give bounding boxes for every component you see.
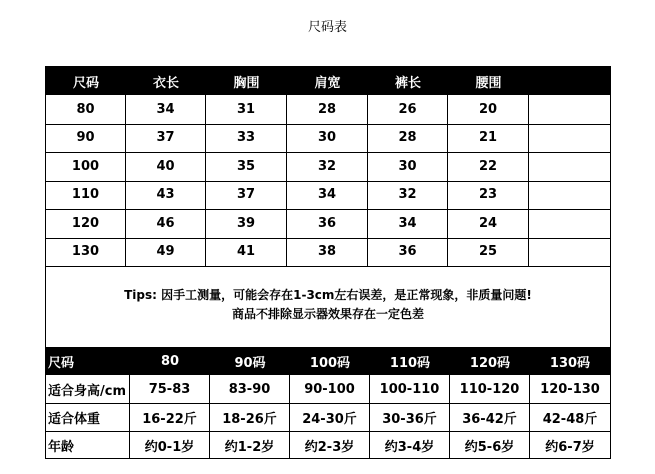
measurement-table-header xyxy=(46,67,610,95)
measurement-table-cell xyxy=(529,95,610,124)
fit-table-row xyxy=(46,375,610,404)
measurement-table-cell xyxy=(529,181,610,210)
fit-table-cell: 年龄 xyxy=(46,431,130,459)
measurement-table-cell: 28 xyxy=(287,95,368,124)
fit-table-header xyxy=(46,347,610,375)
measurement-table-cell: 32 xyxy=(287,152,368,181)
fit-table-cell: 约3-4岁 xyxy=(370,431,450,459)
fit-header-cell: 110码 xyxy=(389,355,431,371)
size-chart-sheet xyxy=(45,66,611,459)
fit-table-cell: 约2-3岁 xyxy=(290,431,370,459)
measurement-table-cell: 90 xyxy=(46,124,126,153)
measurement-table-cell: 43 xyxy=(126,181,206,210)
fit-table-cell: 约5-6岁 xyxy=(450,431,530,459)
measurement-table-cell xyxy=(529,152,610,181)
measurement-table-cell: 38 xyxy=(287,238,368,267)
fit-table-cell: 90-100 xyxy=(290,375,370,403)
fit-table-cell: 30-36斤 xyxy=(370,403,450,431)
measurement-table-row xyxy=(46,124,610,154)
measurement-table-cell: 33 xyxy=(206,124,287,153)
fit-table-cell: 约1-2岁 xyxy=(210,431,290,459)
measurement-table-cell: 26 xyxy=(368,95,448,124)
measurement-table-cell: 23 xyxy=(448,181,529,210)
fit-table-cell: 约6-7岁 xyxy=(545,439,595,455)
measurement-table-cell: 49 xyxy=(126,238,206,267)
tips-line-1: Tips: 因手工测量，可能会存在1-3cm左右误差，是正常现象，非质量问题! xyxy=(124,287,532,302)
measurement-table-cell: 41 xyxy=(206,238,287,267)
measurement-table-cell: 34 xyxy=(287,181,368,210)
fit-table-cell: 83-90 xyxy=(210,375,290,403)
measurement-table-cell: 24 xyxy=(448,209,529,238)
fit-table-cell: 24-30斤 xyxy=(290,403,370,431)
measurement-table-cell: 80 xyxy=(46,95,126,124)
fit-table-cell: 适合身高/cm xyxy=(46,375,130,403)
fit-header-cell: 100码 xyxy=(309,355,351,371)
tips-line-2: 商品不排除显示器效果存在一定色差 xyxy=(231,306,424,321)
measurement-header-cell: 尺码 xyxy=(72,75,99,91)
measurement-table-cell: 32 xyxy=(368,181,448,210)
measurement-table-row xyxy=(46,152,610,182)
measurement-table-cell: 40 xyxy=(126,152,206,181)
measurement-table-cell: 21 xyxy=(448,124,529,153)
measurement-table-cell: 46 xyxy=(126,209,206,238)
fit-header-cell: 90码 xyxy=(234,355,266,371)
fit-header-cell: 130码 xyxy=(549,355,591,371)
fit-table-row xyxy=(46,403,610,432)
measurement-table-cell xyxy=(529,124,610,153)
measurement-table-cell xyxy=(529,209,610,238)
measurement-table-cell: 36 xyxy=(287,209,368,238)
fit-header-cell: 120码 xyxy=(469,355,511,371)
measurement-table-cell: 120 xyxy=(46,209,126,238)
measurement-table-cell: 36 xyxy=(368,238,448,267)
measurement-table-cell: 37 xyxy=(126,124,206,153)
fit-table-cell: 约0-1岁 xyxy=(130,431,210,459)
measurement-header-cell: 衣长 xyxy=(152,75,179,91)
measurement-table-cell: 25 xyxy=(448,238,529,267)
fit-table-cell: 42-48斤 xyxy=(542,411,598,427)
fit-table-cell: 36-42斤 xyxy=(450,403,530,431)
measurement-table-cell: 35 xyxy=(206,152,287,181)
fit-table-cell: 100-110 xyxy=(370,375,450,403)
measurement-table-cell: 34 xyxy=(126,95,206,124)
measurement-table-cell: 130 xyxy=(46,238,126,267)
measurement-table-row xyxy=(46,95,610,125)
measurement-table-cell: 31 xyxy=(206,95,287,124)
fit-table-cell: 18-26斤 xyxy=(210,403,290,431)
measurement-table-cell: 100 xyxy=(46,152,126,181)
measurement-table-cell: 110 xyxy=(46,181,126,210)
measurement-table-cell: 34 xyxy=(368,209,448,238)
measurement-table-cell: 20 xyxy=(448,95,529,124)
measurement-table-cell: 39 xyxy=(206,209,287,238)
measurement-table-row xyxy=(46,181,610,211)
fit-table-cell: 120-130 xyxy=(540,381,600,397)
fit-header-cell: 尺码 xyxy=(48,355,75,371)
measurement-table-cell: 30 xyxy=(287,124,368,153)
measurement-table-cell: 30 xyxy=(368,152,448,181)
fit-table-cell: 16-22斤 xyxy=(130,403,210,431)
measurement-table-cell: 37 xyxy=(206,181,287,210)
fit-table-cell: 75-83 xyxy=(130,375,210,403)
measurement-table-cell: 22 xyxy=(448,152,529,181)
measurement-table-row xyxy=(46,209,610,239)
fit-table-cell: 110-120 xyxy=(450,375,530,403)
measurement-header-cell: 肩宽 xyxy=(314,75,341,91)
measurement-header-cell: 裤长 xyxy=(394,75,421,91)
tips-note xyxy=(46,262,610,347)
measurement-header-cell xyxy=(529,67,610,95)
fit-table-row xyxy=(46,431,610,459)
fit-header-cell: 80 xyxy=(160,353,180,369)
measurement-header-cell: 胸围 xyxy=(233,75,260,91)
fit-table-cell: 适合体重 xyxy=(46,403,130,431)
page-title: 尺码表 xyxy=(307,20,347,35)
measurement-table-cell: 28 xyxy=(368,124,448,153)
measurement-header-cell: 腰围 xyxy=(475,75,502,91)
